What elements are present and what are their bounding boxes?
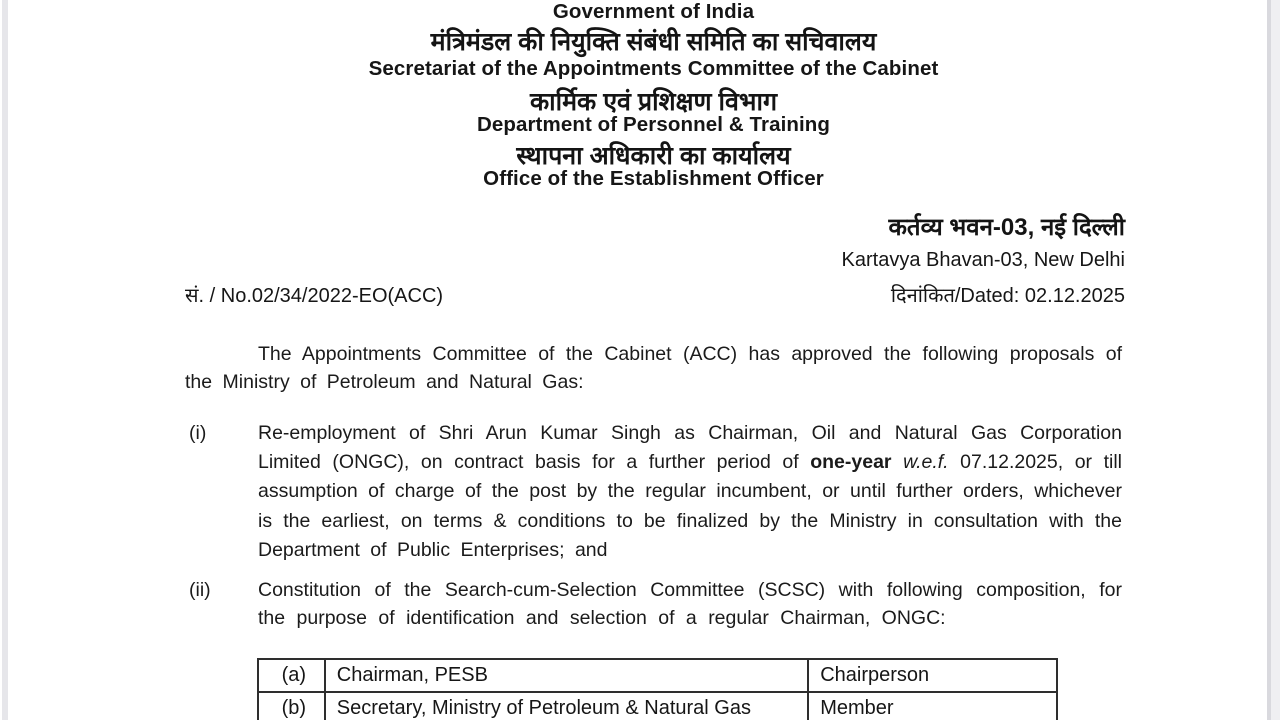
row-b-position: Secretary, Ministry of Petroleum & Natural Gas: [325, 692, 808, 720]
committee-composition-table: [257, 658, 1058, 720]
secretariat-title-hindi: मंत्रिमंडल की नियुक्ति संबंधी समिति का सचिवालय: [430, 28, 877, 56]
gov-of-india-title: Government of India: [552, 0, 755, 23]
table-row: [258, 659, 1057, 692]
page-right-margin: [1271, 0, 1280, 720]
document-page: [185, 0, 1125, 720]
secretariat-title-english: Secretariat of the Appointments Committee of the Cabinet: [368, 57, 939, 80]
reference-date: दिनांकित/Dated: 02.12.2025: [890, 285, 1125, 307]
page-right-edge-shadow: [1267, 0, 1271, 720]
office-title-english: Office of the Establishment Officer: [483, 167, 824, 190]
address-block: [842, 212, 1125, 273]
office-title-hindi: स्थापना अधिकारी का कार्यालय: [516, 142, 791, 170]
row-b-role: Member: [808, 692, 1057, 720]
list-item-i-text: [258, 419, 1122, 565]
list-item-i-marker: (i): [189, 422, 207, 444]
row-a-role: Chairperson: [808, 659, 1057, 692]
address-line-english: Kartavya Bhavan-03, New Delhi: [841, 249, 1125, 271]
list-item-i: [185, 419, 1122, 565]
table-row: [258, 692, 1057, 720]
page-left-edge-shadow: [2, 0, 8, 720]
reference-row: [185, 281, 1125, 308]
item-i-text-before: Re-employment of Shri Arun Kumar Singh as Chairman, Oil and Natural Gas Corporation Limited (ONGC), on contract basis for a further period of: [258, 422, 1122, 474]
row-a-position: Chairman, PESB: [325, 659, 808, 692]
row-a-label: (a): [258, 659, 325, 692]
department-title-hindi: कार्मिक एवं प्रशिक्षण विभाग: [529, 88, 778, 116]
list-item-ii-text: Constitution of the Search-cum-Selection Committee (SCSC) with following composition, for the purpose of identification and selection of a regular Chairman, ONGC:: [258, 579, 1122, 629]
list-item-ii-marker: (ii): [189, 579, 211, 601]
address-line-hindi: कर्तव्य भवन-03, नई दिल्ली: [888, 214, 1125, 241]
reference-number: सं. / No.02/34/2022-EO(ACC): [185, 285, 444, 307]
item-i-text-italic: w.e.f.: [891, 451, 961, 474]
department-title-english: Department of Personnel & Training: [476, 113, 831, 136]
intro-paragraph: The Appointments Committee of the Cabinet (ACC) has approved the following proposals of the Ministry of Petroleum and Natural Gas:: [185, 343, 1122, 393]
list-item-ii: [185, 576, 1122, 632]
row-b-label: (b): [258, 692, 325, 720]
item-i-text-after: 07.12.2025, or till assumption of charge of the post by the regular incumbent, or until further orders, whichever is the earliest, on terms & conditions to be finalized by the Ministry in consultation with the Department of Public Enterprises; and: [258, 451, 1123, 561]
item-i-text-bold: one-year: [810, 451, 892, 474]
